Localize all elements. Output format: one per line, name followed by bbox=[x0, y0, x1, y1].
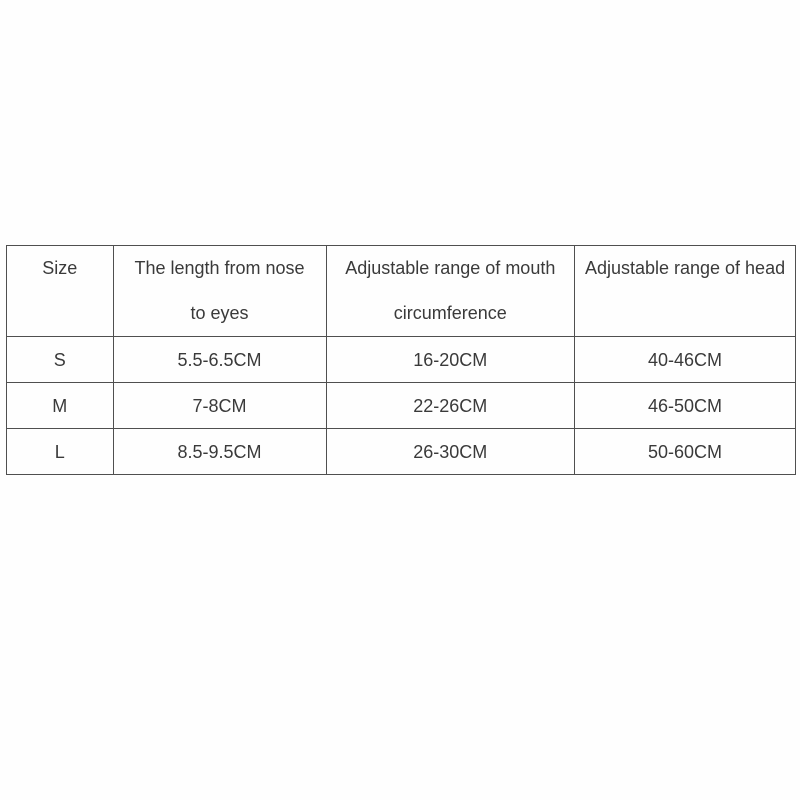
cell-size-s: S bbox=[7, 337, 114, 383]
header-nose-line1: The length from nose bbox=[134, 258, 305, 278]
table-row-size-s bbox=[7, 337, 796, 383]
cell-mouth-m: 22-26CM bbox=[326, 383, 575, 429]
header-size-line1: Size bbox=[42, 258, 78, 278]
cell-nose-m: 7-8CM bbox=[113, 383, 326, 429]
header-cell-size bbox=[7, 246, 114, 337]
cell-size-m: M bbox=[7, 383, 114, 429]
cell-nose-l: 8.5-9.5CM bbox=[113, 429, 326, 475]
table-row-size-l bbox=[7, 429, 796, 475]
cell-head-s: 40-46CM bbox=[575, 337, 796, 383]
cell-head-l: 50-60CM bbox=[575, 429, 796, 475]
table-row-size-m bbox=[7, 383, 796, 429]
cell-nose-s: 5.5-6.5CM bbox=[113, 337, 326, 383]
size-chart-table bbox=[6, 245, 796, 475]
cell-mouth-l: 26-30CM bbox=[326, 429, 575, 475]
header-row bbox=[7, 246, 796, 337]
header-head-line1: Adjustable range of head bbox=[584, 258, 786, 278]
header-cell-nose-to-eyes bbox=[113, 246, 326, 337]
cell-mouth-s: 16-20CM bbox=[326, 337, 575, 383]
header-nose-line2: to eyes bbox=[190, 303, 249, 323]
header-cell-head-range bbox=[575, 246, 796, 337]
cell-size-l: L bbox=[7, 429, 114, 475]
header-mouth-line1: Adjustable range of mouth bbox=[345, 258, 556, 278]
header-mouth-line2: circumference bbox=[393, 303, 507, 323]
cell-head-m: 46-50CM bbox=[575, 383, 796, 429]
header-cell-mouth-circumference bbox=[326, 246, 575, 337]
